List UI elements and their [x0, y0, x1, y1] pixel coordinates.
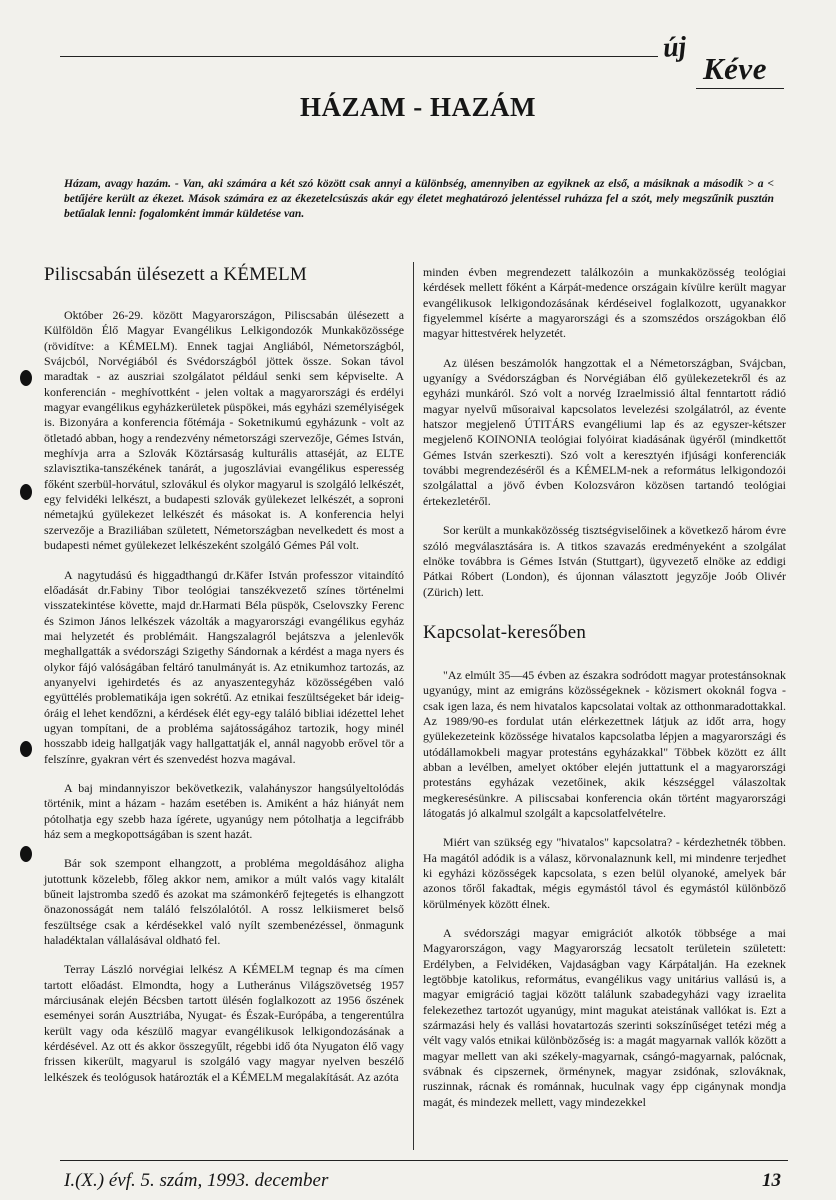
- article-paragraph: Terray László norvégiai lelkész A KÉMELM tegnap és ma címen tartott előadást. Elmondta, hogy a Lutheránus Világszövetség 1957 márciusának elején Bécsben tartott ülésén foglalkozott az 1956 őszének eseményei során Ausztriába, Nyugat- és Észak-Európába, a tengerentúlra került vagy oda készülő magyar evangélikusok lelkigondozásának a kérdésével. Az ott és akkor összegyűlt, régebbi idő óta Nyugaton élő vagy frissen kikerült, magyarul is szolgáló vagy magyar nyelven beszélő lelkészek és teológusok határozták el a KÉMELM megalakítását. Az azóta: [44, 962, 404, 1084]
- punch-hole: [20, 484, 32, 500]
- article-paragraph: "Az elmúlt 35—45 évben az északra sodródott magyar protestánsoknak ugyanúgy, mint az emigráns közösségeknek - közismert okoknál fogva - csak igen laza, és nem hivatalos kapcsolatai voltak az otthonmaradottakkal. Az 1989/90-es fordulat után elérkezettnek látjuk az időt arra, hogy gyülekezeteink közössége hivatalos kapcsolatba lépjen a magyarországi és utódállamokbeli magyar protestáns egyházakkal" Többek között ez állt abban a levélben, amelyet október elején juttattunk el a magyarországi protestáns egyházak vezetőinek, akik készséggel válaszoltak megkeresésünkre. A piliscsabai konferencia okán történt magyarországi látogatás jó alkalmul szolgált a kapcsolatfelvételre.: [423, 667, 786, 820]
- punch-hole: [20, 370, 32, 386]
- column-divider: [413, 262, 414, 1150]
- article-paragraph: Miért van szükség egy "hivatalos" kapcsolatra? - kérdezhetnék többen. Ha magától adódik is a válasz, körvonalaznunk kell, mi mindenre terjedhet ki egyházi közösségek kapcsolata, s ezen belül olyanoké, amelyek bár azonos tőről fakadtak, mégis egymástól távol és egymástól különböző körülmények között élnek.: [423, 835, 786, 911]
- article-paragraph: A svédországi magyar emigrációt alkotók többsége a mai Magyarországon, vagy Magyarország lecsatolt területein született: Erdélyben, a Felvidéken, Vajdaságban vagy Kárpátalján. Ha ezeknek legtöbbje katolikus, református, evangélikus vagy unitárius vallású is, a magyar emigráció tagjai között találunk szabadegyházi vagy izraelita felekezethez tartozót ugyanúgy, mint magukat ateistának vallókat is. Ezt a származási hely és vallási hovatartozás szerinti sokszínűséget tetézi még a vélt vagy valós etnikai különbözőség is: a magát magyarnak vallók között a magyar mellett van aki székely-magyarnak, csángó-magyarnak, palócnak, svábnak és cipszernek, örménynek, magyar zsidónak, szlováknak, ruszinnak, rácnak és románnak, huculnak vagy épp cigánynak mondja magát, és mindezek mellett, vagy mindezekkel: [423, 926, 786, 1109]
- punch-hole: [20, 741, 32, 757]
- article-paragraph: Október 26-29. között Magyarországon, Piliscsabán ülésezett a Külföldön Élő Magyar Evangélikus Lelkigondozók Munkaközössége (rövidítve: a KÉMELM). Ennek tagjai Angliából, Németországból, Svájcból, Norvégiából és Svédországból jöttek össze. Sokan távol maradtak - az auszriai szolgálatot például senki sem képviselte. A konferencián - meghívottként - jelen voltak a magyarországi és erdélyi magyar evangélikus egyházkerületek püspökei, más egyházi személyiségek is. Bizonyára a konferencia főtémája - Soketnikumú egyházunk - volt az ötletadó abban, hogy a rendezvény németországi szervezője, Gémes István, meghívja arra a Szlovák Köztársaság kulturális attaséját, az ELTE szlavisztika-tanszékének tanárát, a jugoszláviai evangélikus esperesség főként szerbül-horvátul, szlovákul és olykor magyarul is szolgáló lelkészét, egy felvidéki lelkészt, a budapesti szlovák gyülekezet lelkészét, a soproni németajkú gyülekezet lelkészét és másokat is. A konferencia helyi szervezője a Braziliában született, Németországban nevelkedett és most a budapesti német gyülekezet lelkészeként szolgáló Gémes Pál volt.: [44, 308, 404, 553]
- masthead-rule: [60, 56, 658, 57]
- masthead-uj: új: [661, 31, 688, 64]
- intro-paragraph: Házam, avagy hazám. - Van, aki számára a két szó között csak annyi a különbség, amennyiben az egyiknek az első, a másiknak a második > a < betűjére került az ékezet. Mások számára ez az ékezetelcsúszás akár egy életet meghatározó jelentéssel ruházza fel a szót, mely megszűnik pusztán betűalak lenni: fogalomként immár küldetése van.: [64, 177, 774, 221]
- article-paragraph: minden évben megrendezett találkozóin a munkaközösség teológiai kérdések mellett főként a Kárpát-medence országain kívülre került magyar evangélikusok lelkigondozásának kérdéseivel foglalkozott, ugyanakkor figyelemmel kísérte a magyarországi és a szomszédos országokban élő magyar hittestvérek helyzetét.: [423, 265, 786, 341]
- article-paragraph: A nagytudású és higgadthangú dr.Käfer István professzor vitaindító előadását dr.Fabiny Tibor teológiai tanszékvezető színes történelmi visszatekintése követte, majd dr.Harmati Béla püspök, Cselovszky Ferenc és Szimon János lelkészek vázolták a magyarországi evangélikus egyház mai helyzetét és problémáit. Hangszalagról bejátszva a jelenlevők meghallgatták a svédországi Szigethy Sándornak a kérdést a maga nyers és olykor fájó valóságában feltáró tanulmányát is. Az etnikumhoz tartozás, az anyanyelvi igehirdetés és az anyaszentegyház közösségében való együttélés problematikája igen sokrétű. Az etnikai feszültségeket bár ideig-óráig el lehet kendőzni, a kérdések élét egy-egy találó bibliai idézettel lehet ugyan tompítani, de a probléma sajátosságához tartozik, hogy minél hosszabb ideig hallgatják vagy hallgattatják el, annál nagyobb erővel tör a felszínre, gyakran vért és szenvedést hozva magával.: [44, 567, 404, 766]
- article-paragraph: A baj mindannyiszor bekövetkezik, valahányszor hangsúlyeltolódás történik, mint a házam - hazám esetében is. Amiként a ház hiányát nem pótolhatja egy szebb haza ígérete, ugyanúgy nem pótolhatja a legcifrább ház sem a megkopottságában is szent hazát.: [44, 780, 404, 841]
- article-paragraph: Az ülésen beszámolók hangzottak el a Németországban, Svájcban, ugyanígy a Svédországban és Norvégiában élő gyülekezetekről és az egyházi munkáról. Szó volt a norvég Izraelmissió által fenntartott rádió magyar nyelvű műsoraival kapcsolatos levelezési szolgálatról, az évente hatszor megjelenő ÚTITÁRS evangéliumi lap és az egyszer-kétszer megjelenő KOINONIA teológiai folyóirat kiadásának ügyéről (mindkettőt Gémes István szerkeszti). Szó volt a keresztyén ifjúsági konferenciák további megrendezéséről és a KÉMELM-nek a református lelkigondozói szolgálattal a jövő évben Kolozsváron közösen tartandó teológiai értekezletéről.: [423, 355, 786, 508]
- punch-hole: [20, 846, 32, 862]
- masthead-underline: [696, 88, 784, 89]
- right-column: [423, 265, 786, 1124]
- article-paragraph: Sor került a munkaközösség tisztségviselőinek a következő három évre szóló megválasztására is. A titkos szavazás eredményeként a szolgálat elnöke továbbra is Gémes István (Stuttgart), ügyvezető elnöke az eddigi Pátkai Róbert (London), és újonnan választott jegyzője Joób Olivér (Zürich) lett.: [423, 523, 786, 599]
- issue-info: I.(X.) évf. 5. szám, 1993. december: [64, 1170, 329, 1191]
- left-column: [44, 258, 404, 1099]
- masthead-keve: Kéve: [703, 51, 767, 86]
- article-paragraph: Bár sok szempont elhangzott, a probléma megoldásához aligha jutottunk közelebb, főleg akkor nem, amikor a múlt valós vagy kitalált bűneit lajstromba szedő és azokat ma számonkérő fejtegetés is elhangzott önazonosságát nem találó felszólalótól. A rossz lelkiismeret belső feszültsége csak a kérdésekkel való nyílt szembenézéssel, önmagunk haladéktalan vállalásával oldható fel.: [44, 856, 404, 948]
- page-number: 13: [762, 1170, 781, 1191]
- page-title: HÁZAM - HAZÁM: [300, 92, 536, 122]
- article-heading: Kapcsolat-keresőben: [423, 621, 587, 643]
- footer-rule: [60, 1160, 788, 1161]
- article-heading: Piliscsabán ülésezett a KÉMELM: [44, 264, 307, 285]
